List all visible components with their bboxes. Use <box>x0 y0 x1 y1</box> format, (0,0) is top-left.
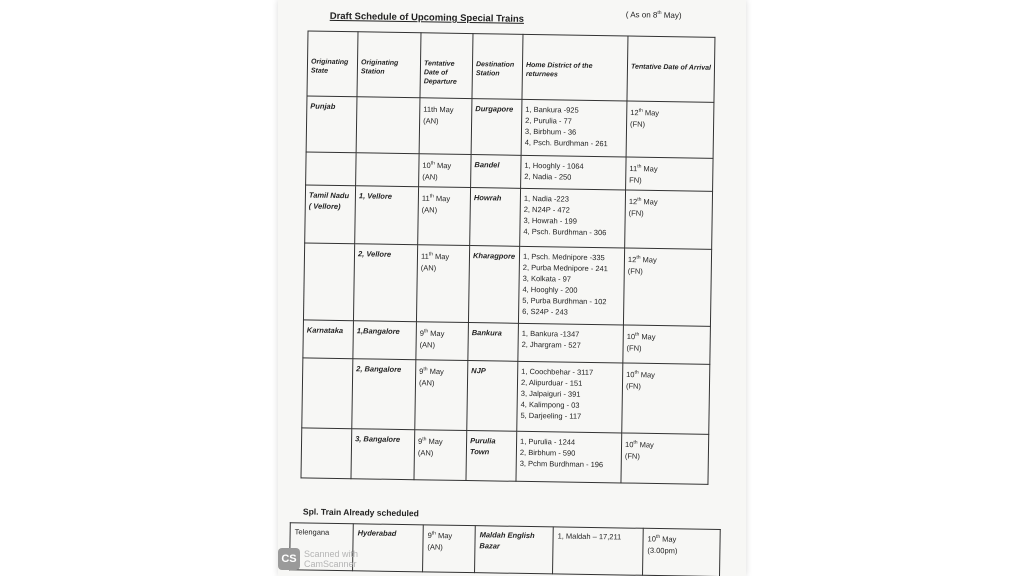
camscanner-logo-icon: CS <box>278 548 300 570</box>
dep-tail: (AN) <box>418 377 435 388</box>
cell-districts: 1, Maldah – 17,211 <box>553 527 644 575</box>
dep-day: 11 <box>420 251 429 261</box>
cell-state <box>303 243 354 321</box>
arr-day: 10 <box>626 332 636 342</box>
cell-state: Tamil Nadu ( Vellore) <box>305 185 356 244</box>
table-header-row <box>307 31 715 102</box>
cell-station: 1,Bangalore <box>353 321 417 360</box>
as-on-sup: th <box>657 9 662 17</box>
arr-rest: May <box>641 164 658 174</box>
district-line: 3, Pchm Burdhman - 196 <box>519 458 604 470</box>
arr-tail: (FN) <box>624 451 640 461</box>
cell-arrival <box>643 528 721 576</box>
cell-arrival <box>626 101 714 158</box>
cell-station: 2, Bangalore <box>352 359 416 430</box>
dep-rest: May <box>427 366 444 377</box>
dep-tail: (AN) <box>423 115 439 126</box>
district-line: 1, Purulia - 1244 <box>520 436 576 447</box>
dep-sup: th <box>422 436 427 443</box>
arr-tail: (3.00pm) <box>647 545 678 555</box>
arr-tail: (FN) <box>630 119 646 129</box>
header-originating-state: Originating State <box>307 31 358 97</box>
arr-sup: th <box>635 331 640 338</box>
dep-tail: (AN) <box>417 447 434 457</box>
as-on-date <box>626 9 682 20</box>
cell-station: 3, Bangalore <box>351 429 415 480</box>
dep-tail: (AN) <box>422 171 438 182</box>
cell-state: Karnataka <box>303 320 354 359</box>
cell-arrival <box>622 363 710 434</box>
cell-station: Hyderabad <box>353 524 424 572</box>
dep-sup: th <box>429 193 434 200</box>
district-line: 6, S24P - 243 <box>522 306 568 317</box>
cell-districts <box>516 431 622 483</box>
cell-districts <box>518 323 624 363</box>
cell-districts <box>521 155 627 190</box>
cell-destination: Bandel <box>471 155 522 189</box>
district-line: 3, Jalpaiguri - 391 <box>520 388 581 399</box>
dep-day: 9 <box>427 530 432 540</box>
dep-day: 11th May <box>423 104 454 115</box>
dep-rest: May <box>432 251 450 262</box>
table-row <box>301 428 709 484</box>
district-line: 3, Birbhum - 36 <box>524 126 577 137</box>
dep-tail: (AN) <box>421 204 438 215</box>
cell-departure <box>419 154 472 188</box>
dep-rest: May <box>434 160 452 171</box>
arr-sup: th <box>637 163 642 170</box>
cell-departure <box>415 360 468 431</box>
cell-destination: NJP <box>467 361 518 432</box>
arr-sup: th <box>655 534 661 541</box>
district-line: 1, Psch. Mednipore -335 <box>522 251 605 263</box>
dep-tail: (AN) <box>420 262 437 273</box>
arr-day: 12 <box>630 108 639 118</box>
arr-sup: th <box>637 196 642 203</box>
arr-rest: May <box>638 370 656 380</box>
district-line: 4, Psch. Burdhman - 306 <box>523 226 607 238</box>
cell-arrival <box>623 325 711 364</box>
district-line: 4, Hooghly - 200 <box>522 284 578 295</box>
arr-sup: th <box>636 254 641 261</box>
cell-departure <box>418 187 471 246</box>
dep-rest: May <box>428 328 445 339</box>
arr-rest: May <box>642 108 660 118</box>
dep-day: 11 <box>421 193 430 203</box>
cell-departure <box>419 98 472 155</box>
district-line: 2, N24P - 472 <box>523 204 570 215</box>
header-arrival-date: Tentative Date of Arrival <box>627 36 715 102</box>
arr-day: 10 <box>647 534 656 544</box>
arr-rest: May <box>637 440 654 450</box>
district-line: 5, Darjeeling - 117 <box>520 410 582 421</box>
cell-destination: Purulia Town <box>466 431 517 482</box>
cell-destination: Kharagpore <box>468 246 519 324</box>
dep-rest: May <box>426 436 443 447</box>
district-line: 1, Bankura -1347 <box>521 328 580 339</box>
header-destination-station: Destination Station <box>472 34 523 100</box>
header-departure-date: Tentative Date of Departure <box>420 33 473 99</box>
cell-departure <box>416 322 469 361</box>
arr-rest: May <box>660 534 677 544</box>
cell-destination: Maldah English Bazar <box>475 526 554 574</box>
watermark-line2: CamScanner <box>304 559 357 569</box>
cell-destination: Bankura <box>468 323 519 362</box>
dep-day: 9 <box>419 366 424 376</box>
cell-departure <box>416 245 469 323</box>
district-line: 2, Alipurduar - 151 <box>520 377 583 388</box>
arr-day: 10 <box>624 440 634 450</box>
cell-station <box>356 97 420 154</box>
cell-destination: Howrah <box>470 188 521 247</box>
district-line: 1, Hooghly - 1064 <box>524 160 584 171</box>
as-on-post: May) <box>661 10 682 20</box>
dep-sup: th <box>423 366 428 373</box>
arr-tail: (FN) <box>625 381 642 391</box>
dep-sup: th <box>423 328 429 335</box>
district-line: 2, Purba Mednipore - 241 <box>522 262 608 274</box>
cell-arrival <box>626 157 714 191</box>
arr-rest: May <box>641 197 658 207</box>
district-line: 4, Kalimpong - 03 <box>520 399 580 410</box>
header-home-district: Home District of the returnees <box>522 34 628 101</box>
dep-day: 9 <box>419 328 425 338</box>
dep-sup: th <box>430 160 436 167</box>
header-originating-station: Originating Station <box>357 32 421 98</box>
scanned-page <box>278 0 746 576</box>
arr-sup: th <box>634 369 639 376</box>
dep-sup: th <box>431 530 437 537</box>
arr-tail: FN) <box>629 175 642 185</box>
table-row <box>302 358 710 434</box>
district-line: 2, Purulia - 77 <box>525 115 572 126</box>
arr-tail: (FN) <box>626 343 642 353</box>
arr-rest: May <box>640 255 657 265</box>
dep-tail: (AN) <box>419 339 436 350</box>
document-title: Draft Schedule of Upcoming Special Trains <box>329 10 525 25</box>
district-line: 2, Jhargram - 527 <box>521 339 581 350</box>
table-row <box>306 96 714 158</box>
dep-day: 10 <box>422 160 431 170</box>
table-row <box>303 243 711 326</box>
arr-day: 10 <box>626 370 635 380</box>
dep-rest: May <box>435 531 453 541</box>
table-row <box>305 185 713 249</box>
arr-rest: May <box>639 332 656 342</box>
district-line: 1, Coochbehar - 3117 <box>521 366 594 377</box>
cell-state: Telengana <box>290 523 354 571</box>
cell-destination: Durgapore <box>471 99 522 156</box>
cell-districts <box>518 246 624 325</box>
cell-departure <box>423 525 476 573</box>
watermark-line1: Scanned with <box>304 549 359 559</box>
already-scheduled-label: Spl. Train Already scheduled <box>302 506 419 519</box>
cell-state <box>306 152 357 186</box>
district-line: 4, Psch. Burdhman - 261 <box>524 137 608 149</box>
dep-sup: th <box>428 251 434 258</box>
dep-day: 9 <box>418 436 423 446</box>
district-line: 1, Nadia -223 <box>523 193 570 204</box>
arr-sup: th <box>633 439 638 446</box>
cell-state <box>301 428 352 479</box>
cell-arrival <box>623 248 711 326</box>
arr-day: 12 <box>628 197 638 207</box>
arr-tail: (FN) <box>628 208 644 218</box>
camscanner-watermark <box>278 548 358 570</box>
district-line: 3, Howrah - 199 <box>523 215 578 226</box>
cell-departure <box>414 430 467 481</box>
dep-rest: May <box>433 193 451 204</box>
arr-tail: (FN) <box>627 266 643 276</box>
dep-tail: (AN) <box>427 541 443 552</box>
document-body <box>278 0 746 576</box>
cell-arrival <box>621 433 709 484</box>
cell-state: Punjab <box>306 96 357 153</box>
cell-arrival <box>625 190 713 249</box>
arr-day: 12 <box>627 255 637 265</box>
cell-districts <box>520 188 626 248</box>
arr-day: 11 <box>629 164 638 174</box>
cell-station: 1, Vellore <box>355 186 419 245</box>
cell-station <box>356 153 420 187</box>
cell-station: 2, Vellore <box>353 244 417 322</box>
cell-districts <box>521 99 627 157</box>
as-on-pre: ( As on 8 <box>625 10 658 20</box>
watermark-text <box>304 549 358 569</box>
table-row <box>303 320 711 364</box>
district-line: 2, Birbhum - 590 <box>519 447 576 458</box>
district-line: 1, Bankura -925 <box>525 104 579 115</box>
district-line: 3, Kolkata - 97 <box>522 273 572 284</box>
cell-state <box>302 358 353 429</box>
district-line: 2, Nadia - 250 <box>524 171 572 182</box>
schedule-table <box>300 30 715 484</box>
district-line: 5, Purba Burdhman - 102 <box>522 295 607 307</box>
arr-sup: th <box>638 107 643 114</box>
cell-districts <box>517 361 623 433</box>
